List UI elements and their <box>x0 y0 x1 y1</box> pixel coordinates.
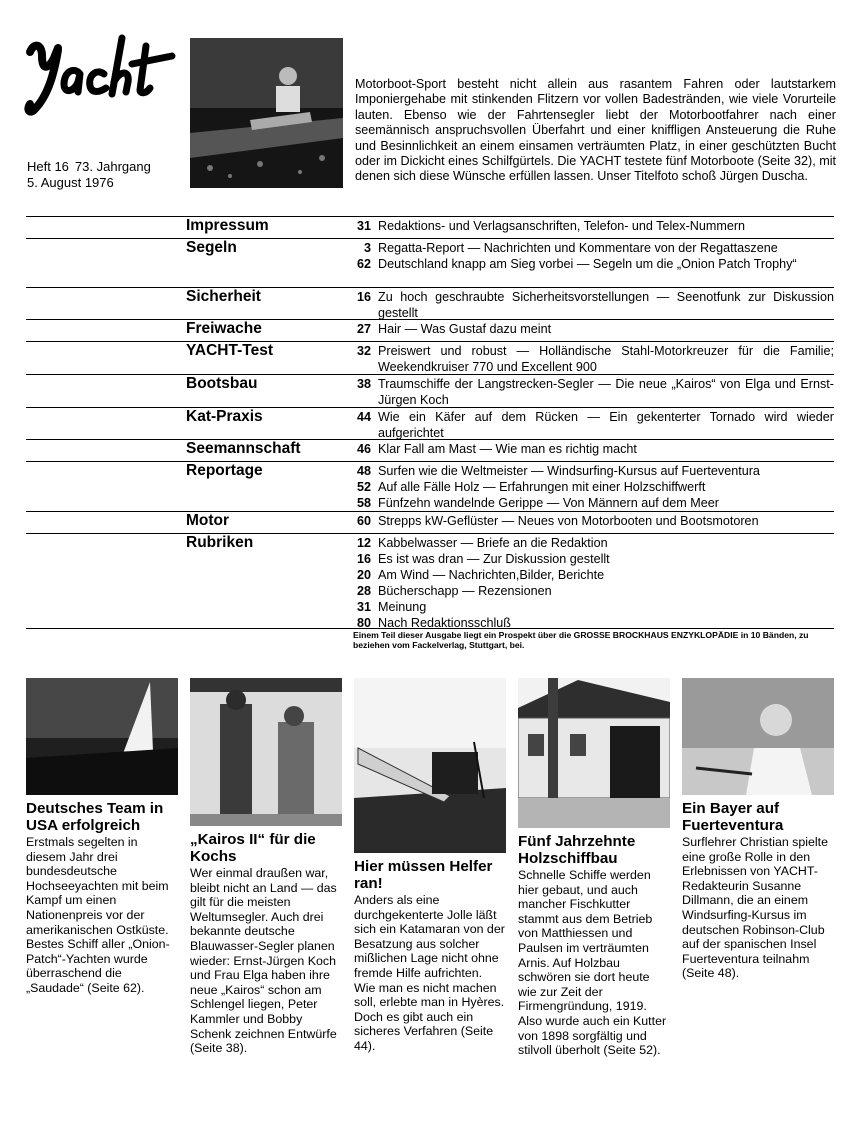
toc-entry-text: Traumschiffe der Langstrecken-Segler — Die neue „Kairos“ von Elga und Ernst-Jürgen Koch <box>378 377 834 407</box>
toc-page-number: 20 <box>356 568 371 582</box>
supplement-note: Einem Teil dieser Ausgabe liegt ein Prospekt über die GROSSE BROCKHAUS ENZYKLOPÄDIE in 10 Bänden, zu beziehen vom Fackelverlag, Stuttgart, bei. <box>353 630 809 650</box>
toc-entry-text: Meinung <box>378 600 427 614</box>
toc-page-number: 3 <box>363 241 371 255</box>
teaser-title: Fünf Jahrzehnte Holzschiffbau <box>518 833 636 867</box>
toc-page-number: 58 <box>356 496 371 510</box>
issue-number: Heft 16 <box>27 159 69 174</box>
toc-rule <box>26 511 834 512</box>
teaser-body: Surflehrer Christian spielte eine große Rolle in den Erlebnissen von YACHT-Redakteurin Susanne Dillmann, die an einem Windsurfing-Kursus im deutschen Robinson-Club auf der spanischen Insel Fuerteventura teilnahm (Seite 48). <box>682 835 828 981</box>
toc-entry-text: Klar Fall am Mast — Wie man es richtig macht <box>378 442 637 456</box>
toc-entry[interactable] <box>340 241 834 257</box>
toc-page-number: 27 <box>356 322 371 336</box>
toc-rule <box>26 216 834 217</box>
toc-entry[interactable] <box>340 584 834 600</box>
couple-photo <box>190 678 342 826</box>
toc-section-heading: Motor <box>186 512 230 529</box>
toc-entry[interactable] <box>340 464 834 480</box>
toc-rule <box>26 238 834 239</box>
teaser-body: Erstmals segelten in diesem Jahr drei bundesdeutsche Hochseeyachten mit beim Kampf um einen Nationenpreis vor der amerikanischen Ostküste. Bestes Schiff aller „Onion-Patch“-Yachten wurde überraschend die „Saudade“ (Seite 62). <box>26 835 170 995</box>
surf-instructor-photo <box>682 678 834 795</box>
cover-photo <box>190 38 343 188</box>
toc-section-heading: Impressum <box>186 217 269 234</box>
toc-entry-text: Am Wind — Nachrichten,Bilder, Berichte <box>378 568 605 582</box>
issue-date: 5. August 1976 <box>27 175 114 190</box>
teaser-deutsches-team[interactable] <box>26 678 178 996</box>
toc-entry-text: Regatta-Report — Nachrichten und Kommentare von der Regattaszene <box>378 241 778 255</box>
toc-rule <box>26 628 834 629</box>
toc-entry[interactable] <box>340 257 834 273</box>
toc-entry-text: Zu hoch geschraubte Sicherheitsvorstellungen — Seenotfunk zur Diskussion gestellt <box>378 290 834 320</box>
toc-section-heading: Segeln <box>186 239 237 256</box>
toc-section-heading: Seemannschaft <box>186 440 301 457</box>
toc-section-heading: Rubriken <box>186 534 254 551</box>
toc-entry[interactable] <box>340 514 834 530</box>
toc-entry[interactable] <box>340 377 834 408</box>
toc-page-number: 31 <box>356 600 371 614</box>
teaser-body: Anders als eine durchgekenterte Jolle läßt sich ein Katamaran von der Besatzung aus solcher mißlichen Lage nicht ohne fremde Hilfe aufrichten. Wie man es nicht machen soll, erlebte man in Hyères. Doch es gibt auch ein sicheres Verfahren (Seite 44). <box>354 893 505 1053</box>
toc-page-number: 80 <box>356 616 371 630</box>
toc-page-number: 16 <box>356 552 371 566</box>
toc-entry-text: Wie ein Käfer auf dem Rücken — Ein gekenterter Tornado wird wieder aufgerichtet <box>378 410 834 440</box>
toc-entry[interactable] <box>340 290 834 321</box>
toc-page-number: 52 <box>356 480 371 494</box>
toc-rule <box>26 319 834 320</box>
toc-entry-text: Nach Redaktionsschluß <box>378 616 511 630</box>
teaser-title: Hier müssen Helfer ran! <box>354 858 493 892</box>
issue-info <box>27 159 151 191</box>
teaser-title: Deutsches Team in USA erfolgreich <box>26 800 164 834</box>
toc-entry[interactable] <box>340 344 834 375</box>
shipyard-photo <box>518 678 670 828</box>
toc-entry[interactable] <box>340 410 834 441</box>
toc-page-number: 38 <box>356 377 371 391</box>
toc-page-number: 31 <box>356 219 371 233</box>
toc-page-number: 32 <box>356 344 371 358</box>
teaser-bayer[interactable] <box>682 678 834 981</box>
toc-entry[interactable] <box>340 552 834 568</box>
toc-page-number: 46 <box>356 442 371 456</box>
toc-page-number: 44 <box>356 410 371 424</box>
toc-page-number: 62 <box>356 257 371 271</box>
toc-rule <box>26 533 834 534</box>
toc-section-heading: Kat-Praxis <box>186 408 263 425</box>
toc-entry-text: Kabbelwasser — Briefe an die Redaktion <box>378 536 608 550</box>
toc-entry-text: Bücherschapp — Rezensionen <box>378 584 552 598</box>
teaser-title: „Kairos II“ für die Kochs <box>190 831 316 865</box>
regatta-photo <box>26 678 178 795</box>
toc-page-number: 16 <box>356 290 371 304</box>
intro-text: Motorboot-Sport besteht nicht allein aus rasantem Fahren oder lautstarkem Imponiergehabe mit stinkenden Flitzern vor vollen Badestränden, wie viele Vorurteile lauten. Ebenso wie der Fahrtensegler liebt der Motorbootfahrer nach einer seemännisch anspruchsvollen Überfahrt und einer kniffligen Ansteuerung die Ruhe und Besinnlichkeit an einem einsamen verträumten Platz, in einer geschützten Bucht oder im Dickicht eines Schilfgürtels. Die YACHT testete fünf Motorboote (Seite 32), mit denen sich diese Wünsche erfüllen lassen. Unser Titelfoto schoß Jürgen Duscha. <box>355 77 836 184</box>
toc-rule <box>26 341 834 342</box>
teaser-body: Schnelle Schiffe werden hier gebaut, und auch mancher Fischkutter stammt aus dem Betrieb von Matthiessen und Paulsen im verträumten Arnis. Auf Holzbau schwören sie dort heute wie zur Zeit der Firmengründung, 1919. Also wurde auch ein Kutter von 1898 sorgfältig und stilvoll überholt (Seite 52). <box>518 868 667 1058</box>
toc-section-heading: Sicherheit <box>186 288 261 305</box>
toc-entry[interactable] <box>340 600 834 616</box>
toc-section-heading: Reportage <box>186 462 263 479</box>
yacht-logo <box>22 30 182 120</box>
toc-rule <box>26 461 834 462</box>
toc-rule <box>26 287 834 288</box>
toc-entry[interactable] <box>340 442 834 458</box>
toc-entry-text: Strepps kW-Geflüster — Neues von Motorbooten und Bootsmotoren <box>378 514 759 528</box>
toc-entry[interactable] <box>340 219 834 235</box>
toc-section-heading: Freiwache <box>186 320 262 337</box>
toc-page-number: 12 <box>356 536 371 550</box>
toc-page-number: 60 <box>356 514 371 528</box>
toc-entry-text: Auf alle Fälle Holz — Erfahrungen mit einer Holzschiffwerft <box>378 480 706 494</box>
toc-rule <box>26 439 834 440</box>
toc-entry-text: Preiswert und robust — Holländische Stahl-Motorkreuzer für die Familie; Weekendkruiser 770 und Excellent 900 <box>378 344 834 374</box>
toc-entry[interactable] <box>340 568 834 584</box>
teaser-title: Ein Bayer auf Fuerteventura <box>682 800 784 834</box>
teaser-body: Wer einmal draußen war, bleibt nicht an Land — das gilt für die meisten Weltumsegler. Auch drei bekannte deutsche Blauwasser-Segler planen wieder: Ernst-Jürgen Koch und Frau Elga haben ihre neue „Kairos“ schon am Schlengel liegen, Peter Kammler und Bobby Schenk zeichnen Entwürfe (Seite 38). <box>190 866 337 1056</box>
toc-entry-text: Es ist was dran — Zur Diskussion gestellt <box>378 552 610 566</box>
toc-section-heading: Bootsbau <box>186 375 258 392</box>
toc-page-number: 48 <box>356 464 371 478</box>
toc-entry-text: Surfen wie die Weltmeister — Windsurfing-Kursus auf Fuerteventura <box>378 464 760 478</box>
teaser-helfer[interactable] <box>354 678 506 1054</box>
teaser-kairos[interactable] <box>190 678 342 1056</box>
toc-entry-text: Redaktions- und Verlagsanschriften, Telefon- und Telex-Nummern <box>378 219 746 233</box>
toc-rule <box>26 374 834 375</box>
toc-section-heading: YACHT-Test <box>186 342 273 359</box>
toc-rule <box>26 407 834 408</box>
toc-entry-text: Fünfzehn wandelnde Gerippe — Von Männern auf dem Meer <box>378 496 719 510</box>
toc-entry[interactable] <box>340 536 834 552</box>
toc-entry-text: Deutschland knapp am Sieg vorbei — Segeln um die „Onion Patch Trophy“ <box>378 257 797 271</box>
volume: 73. Jahrgang <box>74 159 151 174</box>
toc-page-number: 28 <box>356 584 371 598</box>
toc-entry-text: Hair — Was Gustaf dazu meint <box>378 322 552 336</box>
catamaran-photo <box>354 678 506 853</box>
toc-entry[interactable] <box>340 480 834 496</box>
toc-entry[interactable] <box>340 322 834 338</box>
toc-entry[interactable] <box>340 496 834 512</box>
teaser-holzschiffbau[interactable] <box>518 678 670 1058</box>
